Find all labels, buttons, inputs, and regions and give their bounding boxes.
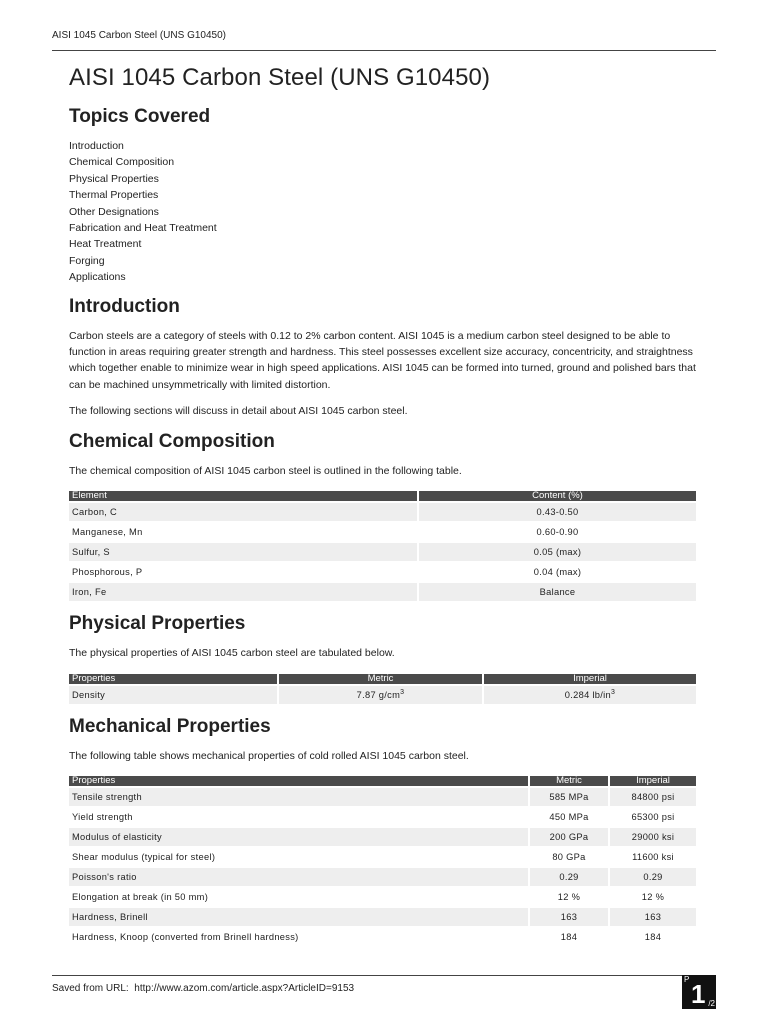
imperial-cell: 84800 psi xyxy=(610,788,696,806)
column-header-element: Element xyxy=(69,491,417,501)
property-cell: Elongation at break (in 50 mm) xyxy=(69,888,528,906)
topic-link-thermal-properties[interactable]: Thermal Properties xyxy=(69,189,159,202)
chemical-heading: Chemical Composition xyxy=(69,431,275,453)
table-row xyxy=(69,503,696,521)
physical-heading: Physical Properties xyxy=(69,613,246,635)
mechanical-properties-table xyxy=(67,774,698,948)
introduction-paragraph: Carbon steels are a category of steels with 0.12 to 2% carbon content. AISI 1045 is a medium carbon steel designed to be able to function in areas requiring greater strength and hardness. This steel possesses excellent size accuracy, concentricity, and straightness which together enable to minimize wear in high speed applications. AISI 1045 can be formed into turned, ground and polished bars that can be machined unsymmetrically with limited distortion. xyxy=(69,329,696,391)
imperial-cell: 29000 ksi xyxy=(610,828,696,846)
metric-cell: 200 GPa xyxy=(530,828,608,846)
imperial-cell: 163 xyxy=(610,908,696,926)
metric-cell: 450 MPa xyxy=(530,808,608,826)
saved-label: Saved from URL: xyxy=(52,983,129,994)
content-cell: Balance xyxy=(419,583,696,601)
element-cell: Sulfur, S xyxy=(69,543,417,561)
topics-heading: Topics Covered xyxy=(69,106,211,127)
chemical-intro: The chemical composition of AISI 1045 carbon steel is outlined in the following table. xyxy=(69,465,462,478)
property-cell: Hardness, Knoop (converted from Brinell hardness) xyxy=(69,928,528,946)
content-cell: 0.05 (max) xyxy=(419,543,696,561)
page-number-badge xyxy=(682,975,716,1009)
physical-properties-table xyxy=(67,672,698,706)
table-row xyxy=(69,543,696,561)
page-total: /2 xyxy=(708,999,715,1008)
table-row xyxy=(69,788,696,806)
property-cell: Modulus of elasticity xyxy=(69,828,528,846)
metric-cell: 80 GPa xyxy=(530,848,608,866)
topics-list xyxy=(69,138,697,286)
imperial-cell: 11600 ksi xyxy=(610,848,696,866)
topic-link-fabrication-heat-treatment[interactable]: Fabrication and Heat Treatment xyxy=(69,222,217,235)
property-cell: Tensile strength xyxy=(69,788,528,806)
metric-value: 7.87 g/cm xyxy=(356,689,401,700)
element-cell: Carbon, C xyxy=(69,503,417,521)
imperial-cell: 12 % xyxy=(610,888,696,906)
source-url-link[interactable]: http://www.azom.com/article.aspx?ArticleID=9153 xyxy=(134,983,355,994)
topic-link-other-designations[interactable]: Other Designations xyxy=(69,205,159,218)
footer-source xyxy=(52,983,354,994)
table-row xyxy=(69,848,696,866)
imperial-cell xyxy=(484,686,696,704)
imperial-cell: 184 xyxy=(610,928,696,946)
physical-intro: The physical properties of AISI 1045 carbon steel are tabulated below. xyxy=(69,647,395,660)
imperial-value: 0.284 lb/in xyxy=(564,689,611,700)
topic-link-chemical-composition[interactable]: Chemical Composition xyxy=(69,156,175,169)
running-header: AISI 1045 Carbon Steel (UNS G10450) xyxy=(52,30,716,51)
table-row xyxy=(69,563,696,581)
property-cell: Shear modulus (typical for steel) xyxy=(69,848,528,866)
column-header-content: Content (%) xyxy=(419,491,696,501)
metric-cell: 184 xyxy=(530,928,608,946)
page-number: 1 xyxy=(691,979,706,1009)
property-cell: Poisson's ratio xyxy=(69,868,528,886)
imperial-cell: 0.29 xyxy=(610,868,696,886)
topic-link-applications[interactable]: Applications xyxy=(69,271,126,284)
table-row xyxy=(69,908,696,926)
imperial-exponent: 3 xyxy=(611,688,616,696)
introduction-followup: The following sections will discuss in detail about AISI 1045 carbon steel. xyxy=(69,404,408,417)
element-cell: Manganese, Mn xyxy=(69,523,417,541)
metric-exponent: 3 xyxy=(400,688,405,696)
article-content xyxy=(69,64,697,948)
table-row xyxy=(69,868,696,886)
content-cell: 0.04 (max) xyxy=(419,563,696,581)
column-header-properties: Properties xyxy=(69,776,528,786)
metric-cell: 12 % xyxy=(530,888,608,906)
table-row xyxy=(69,523,696,541)
column-header-metric: Metric xyxy=(279,674,482,684)
table-row xyxy=(69,583,696,601)
metric-cell: 163 xyxy=(530,908,608,926)
table-row xyxy=(69,686,696,704)
element-cell: Iron, Fe xyxy=(69,583,417,601)
topic-link-introduction[interactable]: Introduction xyxy=(69,140,124,152)
chemical-composition-table xyxy=(67,489,698,603)
page-label: P xyxy=(684,975,690,984)
table-row xyxy=(69,828,696,846)
column-header-properties: Properties xyxy=(69,674,277,684)
column-header-imperial: Imperial xyxy=(484,674,696,684)
footer-divider xyxy=(52,975,716,976)
property-cell: Density xyxy=(69,686,277,704)
mechanical-heading: Mechanical Properties xyxy=(69,715,271,737)
element-cell: Phosphorous, P xyxy=(69,563,417,581)
mechanical-intro: The following table shows mechanical properties of cold rolled AISI 1045 carbon steel. xyxy=(69,749,469,762)
property-cell: Hardness, Brinell xyxy=(69,908,528,926)
page-title: AISI 1045 Carbon Steel (UNS G10450) xyxy=(69,64,491,91)
imperial-cell: 65300 psi xyxy=(610,808,696,826)
topic-link-heat-treatment[interactable]: Heat Treatment xyxy=(69,238,142,251)
column-header-imperial: Imperial xyxy=(610,776,696,786)
content-cell: 0.60-0.90 xyxy=(419,523,696,541)
topic-link-forging[interactable]: Forging xyxy=(69,254,105,267)
table-row xyxy=(69,888,696,906)
introduction-heading: Introduction xyxy=(69,295,180,317)
topic-link-physical-properties[interactable]: Physical Properties xyxy=(69,172,159,185)
property-cell: Yield strength xyxy=(69,808,528,826)
metric-cell: 0.29 xyxy=(530,868,608,886)
metric-cell xyxy=(279,686,482,704)
column-header-metric: Metric xyxy=(530,776,608,786)
table-row xyxy=(69,808,696,826)
metric-cell: 585 MPa xyxy=(530,788,608,806)
table-row xyxy=(69,928,696,946)
content-cell: 0.43-0.50 xyxy=(419,503,696,521)
